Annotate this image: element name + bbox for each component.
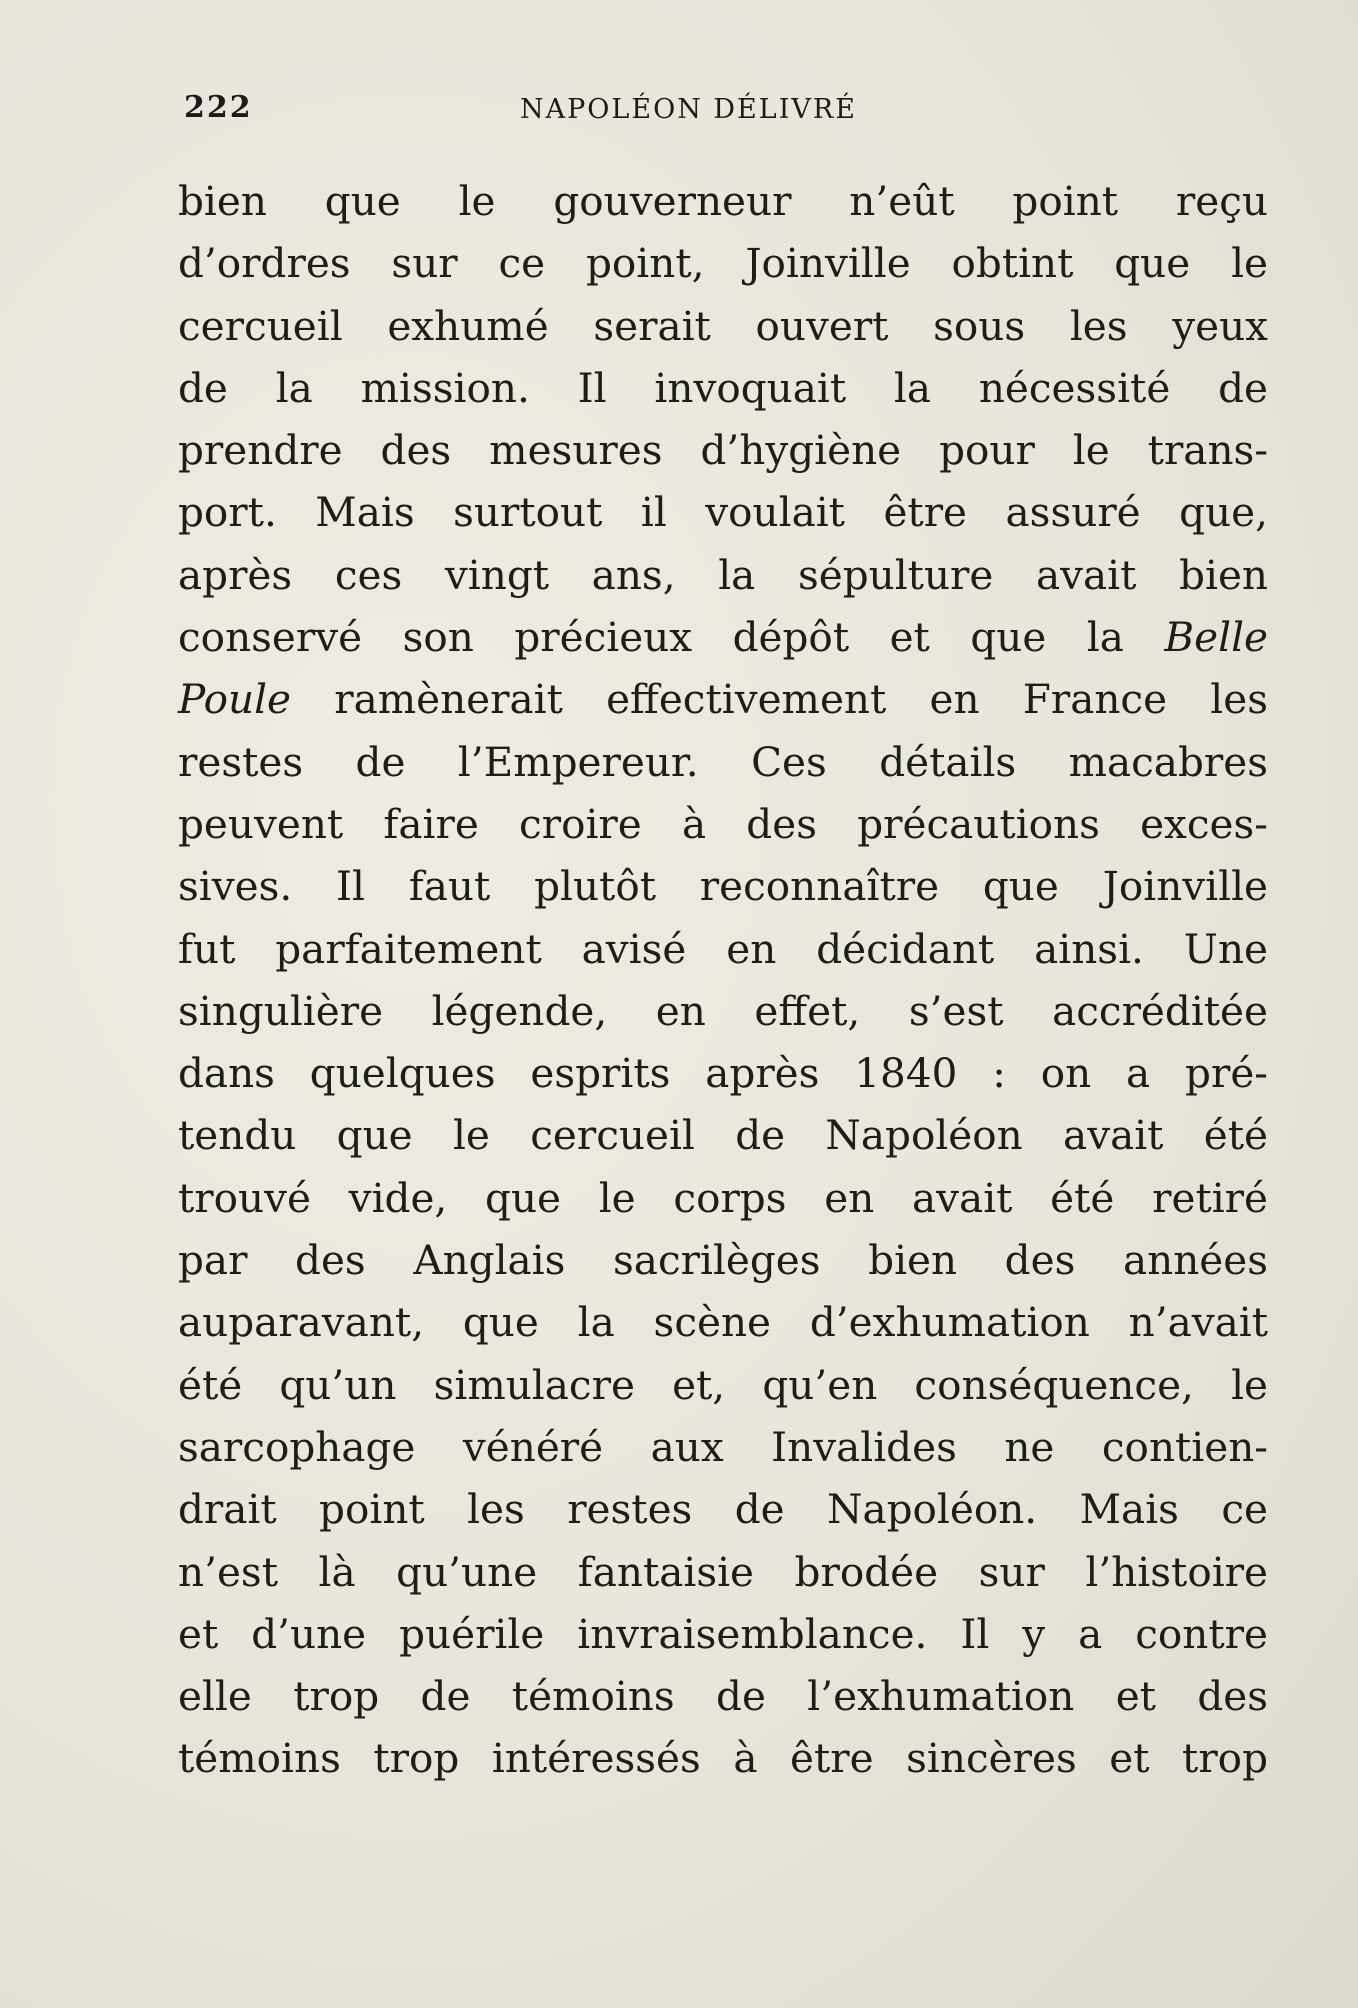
- ship-name-italic: Poule: [178, 675, 291, 724]
- running-title: NAPOLÉON DÉLIVRÉ: [520, 94, 857, 125]
- text-line: après ces vingt ans, la sépulture avait bien: [178, 550, 1268, 599]
- text-line: elle trop de témoins de l’exhumation et des: [178, 1672, 1268, 1721]
- text-line: drait point les restes de Napoléon. Mais ce: [178, 1485, 1268, 1534]
- text-line: d’ordres sur ce point, Joinville obtint que le: [178, 239, 1268, 288]
- text-line: peuvent faire croire à des précautions exces-: [178, 799, 1268, 848]
- text-line: sives. Il faut plutôt reconnaître que Joinville: [178, 862, 1268, 911]
- text-line: par des Anglais sacrilèges bien des années: [178, 1236, 1268, 1285]
- body-text: [178, 170, 1268, 1790]
- ship-name-italic: Belle: [1164, 613, 1268, 662]
- text-line: n’est là qu’une fantaisie brodée sur l’histoire: [178, 1547, 1268, 1596]
- text-line: dans quelques esprits après 1840 : on a pré-: [178, 1049, 1268, 1098]
- text-line: sarcophage vénéré aux Invalides ne contien-: [178, 1422, 1268, 1471]
- text-line: auparavant, que la scène d’exhumation n’avait: [178, 1298, 1268, 1347]
- page-number: 222: [184, 90, 253, 125]
- text-line: restes de l’Empereur. Ces détails macabres: [178, 737, 1268, 786]
- text-line: conservé son précieux dépôt et que la Belle: [178, 613, 1268, 662]
- text-line: trouvé vide, que le corps en avait été retiré: [178, 1173, 1268, 1222]
- text-line: port. Mais surtout il voulait être assuré que,: [178, 488, 1268, 537]
- text-line: bien que le gouverneur n’eût point reçu: [178, 177, 1268, 225]
- text-line: Poule ramènerait effectivement en France les: [178, 675, 1268, 724]
- text-line: témoins trop intéressés à être sincères et trop: [178, 1734, 1268, 1783]
- text-line: fut parfaitement avisé en décidant ainsi. Une: [178, 924, 1268, 973]
- text-line: et d’une puérile invraisemblance. Il y a contre: [178, 1609, 1268, 1658]
- page-header: [180, 88, 1260, 138]
- text-line: de la mission. Il invoquait la nécessité de: [178, 363, 1268, 412]
- text-line: été qu’un simulacre et, qu’en conséquence, le: [178, 1360, 1268, 1409]
- text-line: prendre des mesures d’hygiène pour le trans-: [178, 426, 1268, 475]
- text-line: singulière légende, en effet, s’est accréditée: [178, 986, 1268, 1035]
- text-line: tendu que le cercueil de Napoléon avait été: [178, 1111, 1268, 1160]
- text-line: cercueil exhumé serait ouvert sous les yeux: [178, 301, 1268, 350]
